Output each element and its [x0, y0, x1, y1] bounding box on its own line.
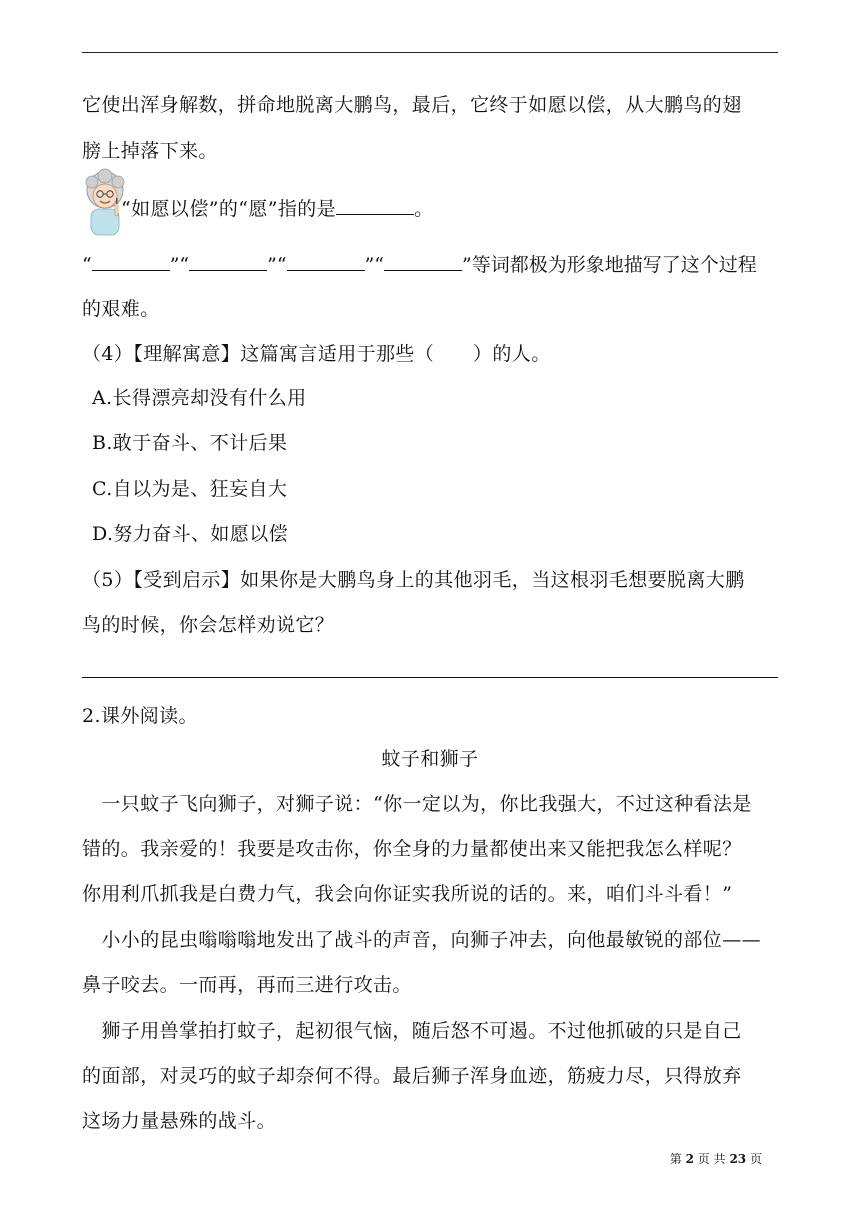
passage-line: 鼻子咬去。一而再，再而三进行攻击。 — [82, 974, 412, 996]
answer-line[interactable] — [82, 677, 778, 678]
passage-line: 错的。我亲爱的！我要是攻击你，你全身的力量都使出来又能把我怎么样呢？ — [82, 838, 742, 860]
quote-mark: ”“ — [169, 254, 190, 276]
answer-blank[interactable] — [92, 252, 170, 271]
passage-line: 小小的昆虫嗡嗡嗡地发出了战斗的声音，向狮子冲去，向他最敏锐的部位—— — [82, 929, 762, 951]
quote-mark: ”“ — [364, 254, 385, 276]
quote-mark: “ — [82, 254, 92, 276]
answer-blank[interactable] — [189, 252, 267, 271]
question-4-stem: （4）【理解寓意】这篇寓言适用于那些（ ）的人。 — [82, 343, 551, 365]
passage-line: 你用利爪抓我是白费力气，我会向你证实我所说的话的。来，咱们斗斗看！” — [82, 883, 733, 905]
paragraph-line: 它使出浑身解数，拼命地脱离大鹏鸟，最后，它终于如愿以偿，从大鹏鸟的翅 — [82, 94, 742, 116]
paragraph-line: 的艰难。 — [82, 298, 160, 320]
question-5-line: （5）【受到启示】如果你是大鹏鸟身上的其他羽毛，当这根羽毛想要脱离大鹏 — [82, 569, 745, 591]
answer-blank[interactable] — [287, 252, 365, 271]
question-5-line: 鸟的时候，你会怎样劝说它？ — [82, 614, 335, 636]
answer-blank[interactable] — [336, 196, 414, 215]
option-d[interactable]: D.努力奋斗、如愿以偿 — [92, 523, 288, 545]
passage-line: 这场力量悬殊的战斗。 — [82, 1110, 277, 1132]
page-footer: 第 2 页 共 23 页 — [669, 1152, 762, 1166]
passage-line: 的面部，对灵巧的蚊子却奈何不得。最后狮子浑身血迹，筋疲力尽，只得放弃 — [82, 1065, 742, 1087]
header-rule — [82, 52, 778, 53]
question-text: ”等词都极为形象地描写了这个过程 — [462, 254, 757, 276]
words-question-line — [82, 252, 757, 277]
passage-line: 一只蚊子飞向狮子，对狮子说：“你一定以为，你比我强大，不过这种看法是 — [82, 793, 752, 815]
section-heading: 2.课外阅读。 — [82, 705, 198, 727]
answer-blank[interactable] — [384, 252, 462, 271]
page-total: 23 — [729, 1152, 747, 1166]
option-b[interactable]: B.敢于奋斗、不计后果 — [92, 432, 288, 454]
tip-text: “如愿以偿”的“愿”指的是 — [121, 198, 337, 220]
quote-mark: ”“ — [267, 254, 287, 276]
tip-end: 。 — [414, 198, 434, 220]
passage-line: 狮子用兽掌拍打蚊子，起初很气恼，随后怒不可遏。不过他抓破的只是自己 — [82, 1020, 742, 1042]
option-a[interactable]: A.长得漂亮却没有什么用 — [92, 387, 307, 409]
passage-title: 蚊子和狮子 — [381, 748, 479, 770]
option-c[interactable]: C.自以为是、狂妄自大 — [92, 478, 288, 500]
paragraph-line: 膀上掉落下来。 — [82, 140, 218, 162]
page-number: 2 — [685, 1152, 694, 1166]
tip-line — [121, 196, 433, 221]
